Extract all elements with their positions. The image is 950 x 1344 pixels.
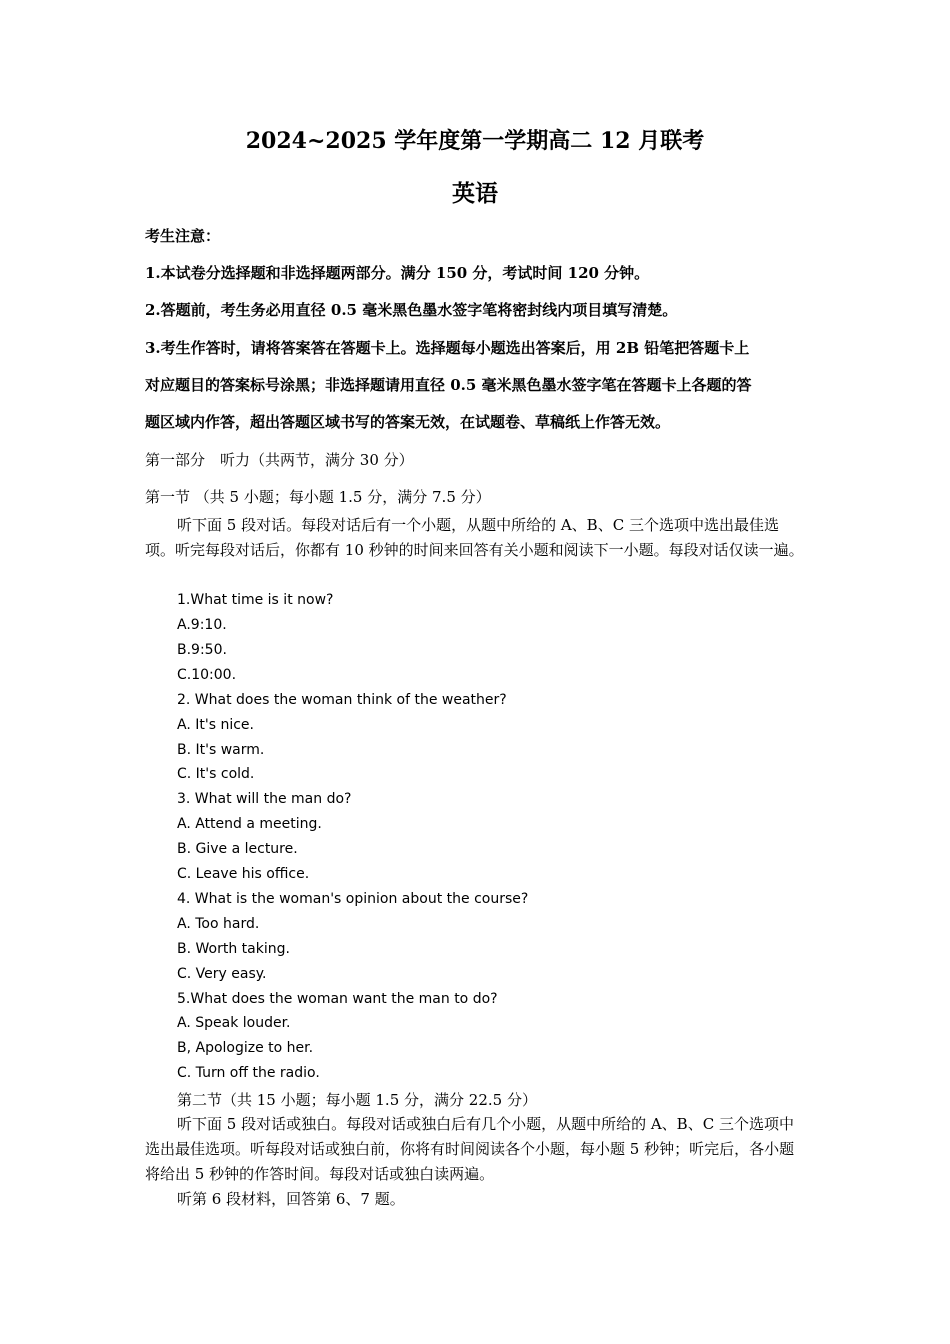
question-4-option-c: C. Very easy. (177, 966, 267, 982)
section1-instructions: 听下面 5 段对话。每段对话后有一个小题，从题中所给的 A、B、C 三个选项中选出最佳选项。听完每段对话后，你都有 10 秒钟的时间来回答有关小题和阅读下一小题。每段对话仅读一遍。 (145, 516, 804, 559)
notice-item-2: 2.答题前，考生务必用直径 0.5 毫米黑色墨水签字笔将密封线内项目填写清楚。 (145, 301, 678, 319)
notice-heading: 考生注意： (145, 227, 221, 245)
question-3-option-a: A. Attend a meeting. (177, 816, 322, 832)
subject-title: 英语 (452, 180, 498, 207)
notice-item-3-line-1: 3.考生作答时，请将答案答在答题卡上。选择题每小题选出答案后，用 2B 铅笔把答题卡上 (145, 339, 750, 357)
question-2-option-a: A. It's nice. (177, 717, 254, 733)
question-4-option-b: B. Worth taking. (177, 941, 290, 957)
section2-instructions: 听下面 5 段对话或独白。每段对话或独白后有几个小题，从题中所给的 A、B、C 三个选项中选出最佳选项。听每段对话或独白前，你将有时间阅读各个小题，每小题 5 秒钟；听完后，各小题将给出 5 秒钟的作答时间。每段对话或独白读两遍。 (145, 1115, 795, 1183)
notice-item-3-line-3: 题区域内作答，超出答题区域书写的答案无效，在试题卷、草稿纸上作答无效。 (145, 413, 671, 431)
section1-heading: 第一节 （共 5 小题；每小题 1.5 分，满分 7.5 分） (145, 488, 491, 506)
question-2-option-c: C. It's cold. (177, 766, 255, 782)
question-5-stem: 5.What does the woman want the man to do? (177, 991, 498, 1007)
question-3-stem: 3. What will the man do? (177, 791, 352, 807)
question-1-stem: 1.What time is it now? (177, 592, 334, 608)
question-5-option-c: C. Turn off the radio. (177, 1065, 320, 1081)
question-3-option-c: C. Leave his office. (177, 866, 310, 882)
question-4-option-a: A. Too hard. (177, 916, 260, 932)
material-6-prompt: 听第 6 段材料，回答第 6、7 题。 (177, 1190, 405, 1208)
exam-title: 2024~2025 学年度第一学期高二 12 月联考 (245, 128, 705, 154)
question-2-option-b: B. It's warm. (177, 742, 265, 758)
question-3-option-b: B. Give a lecture. (177, 841, 298, 857)
question-1-option-b: B.9:50. (177, 642, 227, 658)
notice-item-1: 1.本试卷分选择题和非选择题两部分。满分 150 分，考试时间 120 分钟。 (145, 264, 650, 282)
part1-heading: 第一部分 听力（共两节，满分 30 分） (145, 451, 414, 469)
question-5-option-b: B, Apologize to her. (177, 1040, 314, 1056)
question-5-option-a: A. Speak louder. (177, 1015, 291, 1031)
notice-item-3-line-2: 对应题目的答案标号涂黑；非选择题请用直径 0.5 毫米黑色墨水签字笔在答题卡上各题的答 (145, 376, 752, 394)
question-1-option-a: A.9:10. (177, 617, 227, 633)
question-2-stem: 2. What does the woman think of the weather? (177, 692, 507, 708)
question-1-option-c: C.10:00. (177, 667, 237, 683)
section2-heading: 第二节（共 15 小题；每小题 1.5 分，满分 22.5 分） (177, 1091, 537, 1109)
question-4-stem: 4. What is the woman's opinion about the course? (177, 891, 529, 907)
